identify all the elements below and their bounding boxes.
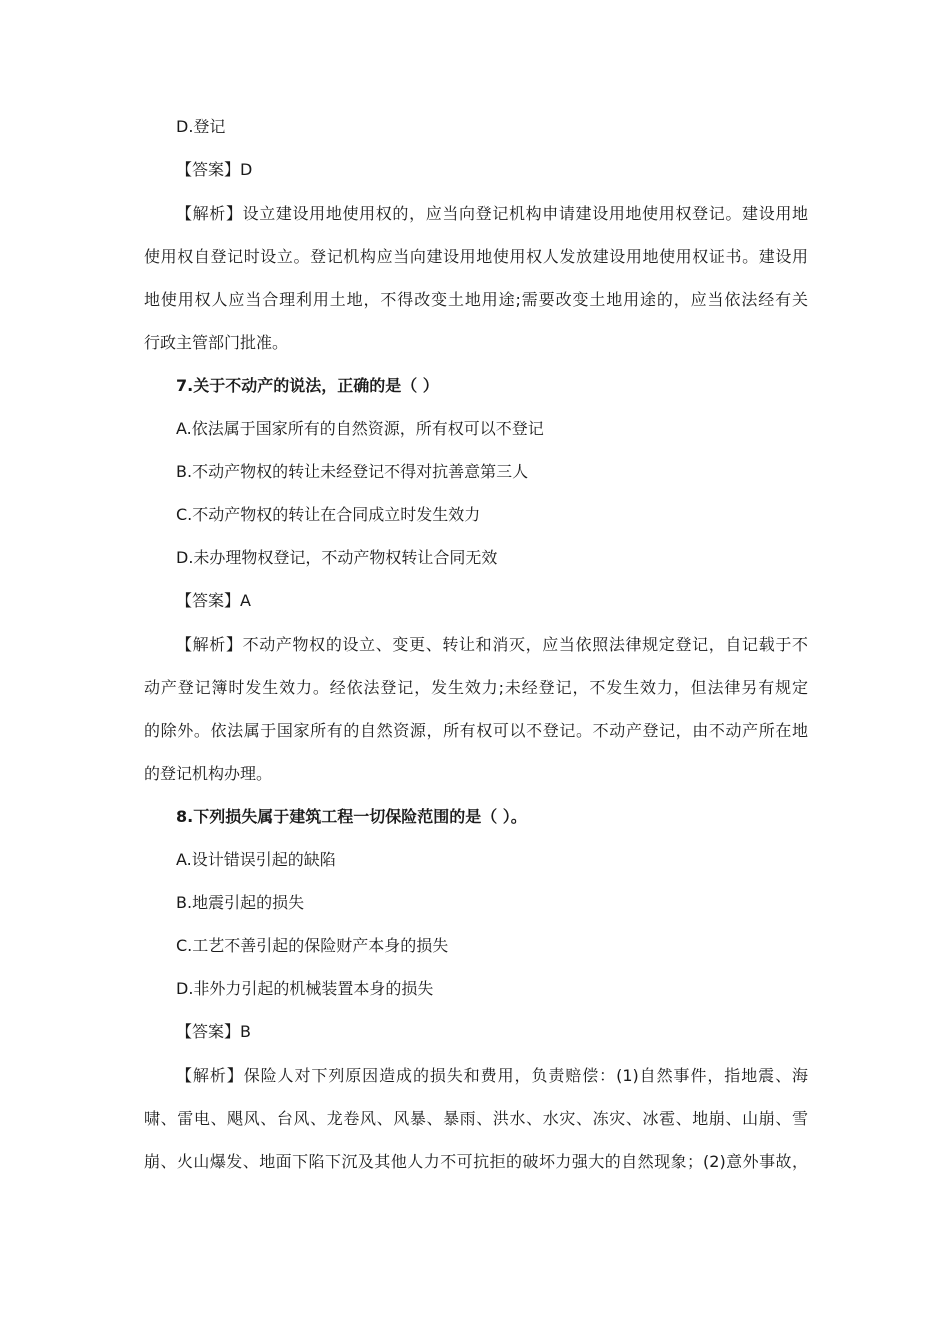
q8-analysis-line-1: 【解析】保险人对下列原因造成的损失和费用，负责赔偿：(1)自然事件，指地震、海 [176,1066,808,1085]
q8-question: 8.下列损失属于建筑工程一切保险范围的是（ ）。 [176,807,527,826]
q7-analysis-line-1: 【解析】不动产物权的设立、变更、转让和消灭，应当依照法律规定登记，自记载于不 [176,635,808,654]
q8-analysis-line-3: 崩、火山爆发、地面下陷下沉及其他人力不可抗拒的破坏力强大的自然现象；(2)意外事故， [144,1152,808,1171]
q7-answer: 【答案】A [176,591,251,610]
q8-analysis-line-2: 啸、雷电、飓风、台风、龙卷风、风暴、暴雨、洪水、水灾、冻灾、冰雹、地崩、山崩、雪 [144,1109,808,1128]
q7-option-b: B.不动产物权的转让未经登记不得对抗善意第三人 [176,462,529,481]
q6-answer: 【答案】D [176,160,253,179]
q8-option-d: D.非外力引起的机械装置本身的损失 [176,979,434,998]
q7-option-d: D.未办理物权登记，不动产物权转让合同无效 [176,548,498,567]
q8-answer: 【答案】B [176,1022,251,1041]
q7-option-a: A.依法属于国家所有的自然资源，所有权可以不登记 [176,419,544,438]
q8-option-c: C.工艺不善引起的保险财产本身的损失 [176,936,449,955]
q6-analysis-line-3: 地使用权人应当合理利用土地，不得改变土地用途;需要改变土地用途的，应当依法经有关 [144,290,808,309]
q7-analysis-line-3: 的除外。依法属于国家所有的自然资源，所有权可以不登记。不动产登记，由不动产所在地 [144,721,808,740]
q8-option-a: A.设计错误引起的缺陷 [176,850,336,869]
q7-analysis-line-2: 动产登记簿时发生效力。经依法登记，发生效力;未经登记，不发生效力，但法律另有规定 [144,678,808,697]
q6-analysis-line-4: 行政主管部门批准。 [144,333,289,352]
q6-analysis-line-2: 使用权自登记时设立。登记机构应当向建设用地使用权人发放建设用地使用权证书。建设用 [144,247,808,266]
q7-question: 7.关于不动产的说法，正确的是（ ） [176,376,439,395]
q6-analysis-line-1: 【解析】设立建设用地使用权的，应当向登记机构申请建设用地使用权登记。建设用地 [176,204,808,223]
q7-analysis-line-4: 的登记机构办理。 [144,764,273,783]
q7-option-c: C.不动产物权的转让在合同成立时发生效力 [176,505,481,524]
q6-option-d: D.登记 [176,117,226,136]
q8-option-b: B.地震引起的损失 [176,893,305,912]
